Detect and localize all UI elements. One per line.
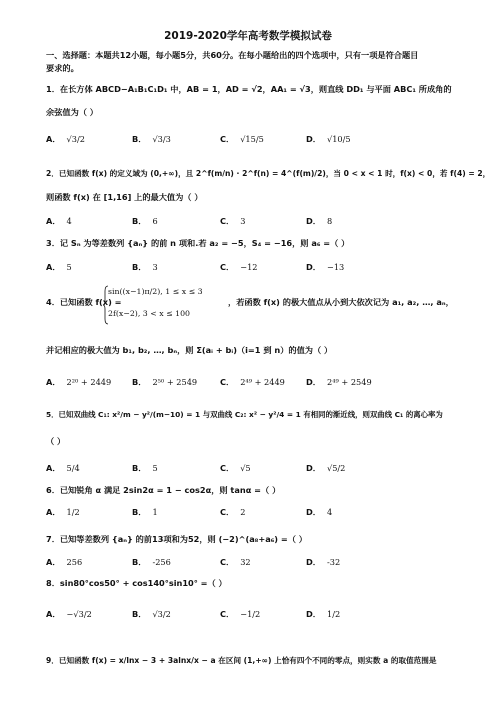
section-heading: 一、选择题：本题共12小题，每小题5分，共60分。在每小题给出的四个选项中，只有一项是符合题目 [46, 50, 419, 60]
option-a[interactable]: A． −√3/2 [46, 609, 92, 619]
option-a[interactable]: A． √3/2 [46, 134, 85, 144]
option-d[interactable]: D． 2⁴⁹ + 2549 [306, 377, 372, 387]
option-c[interactable]: C． 3 [220, 216, 246, 226]
question-9-text: 9．已知函数 f(x) = x/lnx − 3 + 3alnx/x − a 在区间 (1,+∞) 上恰有四个不同的零点，则实数 a 的取值范围是 [46, 656, 437, 665]
option-b[interactable]: B． √3/2 [132, 609, 171, 619]
option-d[interactable]: D． 8 [306, 216, 333, 226]
option-b[interactable]: B． 6 [132, 216, 158, 226]
question-4-prefix: 4．已知函数 f(x) = [46, 297, 122, 307]
option-c[interactable]: C． −1/2 [220, 609, 261, 619]
question-6-text: 6．已知锐角 α 满足 2sin2α = 1 − cos2α，则 tanα =（ ） [46, 485, 281, 495]
option-c[interactable]: C． √5 [220, 463, 251, 473]
option-a[interactable]: A． 256 [46, 557, 83, 567]
question-4-text-cont: 并记相应的极大值为 b₁, b₂, …, bₙ，则 Σ(aᵢ + bᵢ)（i=1 到 n）的值为（ ） [46, 345, 333, 355]
option-b[interactable]: B． √3/3 [132, 134, 171, 144]
option-d[interactable]: D． 1/2 [306, 609, 341, 619]
question-3-text: 3．记 Sₙ 为等差数列 {aₙ} 的前 n 项和.若 a₂ = −5，S₄ = −16，则 a₆ =（ ） [46, 238, 350, 248]
piecewise-case-2: 2f(x−2), 3 < x ≤ 100 [108, 309, 190, 318]
option-b[interactable]: B． 2⁵⁰ + 2549 [132, 377, 198, 387]
option-c[interactable]: C． 2⁴⁹ + 2449 [220, 377, 285, 387]
option-d[interactable]: D． 4 [306, 507, 333, 517]
option-d[interactable]: D． -32 [306, 557, 341, 567]
option-a[interactable]: A． 4 [46, 216, 72, 226]
piecewise-case-1: sin((x−1)π/2), 1 ≤ x ≤ 3 [108, 287, 203, 296]
question-7-text: 7．已知等差数列 {aₙ} 的前13项和为52，则 (−2)^(a₈+a₆) =（ ） [46, 534, 307, 544]
question-5-text-cont: （ ） [46, 436, 66, 446]
option-b[interactable]: B． 1 [132, 507, 158, 517]
section-heading-cont: 要求的。 [46, 63, 79, 73]
question-1-text: 1．在长方体 ABCD−A₁B₁C₁D₁ 中，AB = 1，AD = √2，AA₁ = √3，则直线 DD₁ 与平面 ABC₁ 所成角的 [46, 84, 452, 94]
page-title: 2019-2020学年高考数学模拟试卷 [164, 30, 332, 42]
option-b[interactable]: B． 5 [132, 463, 158, 473]
option-a[interactable]: A． 5 [46, 262, 72, 272]
question-8-text: 8．sin80°cos50° + cos140°sin10° =（ ） [46, 578, 227, 588]
option-c[interactable]: C． −12 [220, 262, 258, 272]
option-c[interactable]: C． 2 [220, 507, 246, 517]
question-4-suffix: ，若函数 f(x) 的极大值点从小到大依次记为 a₁, a₂, …, aₙ， [228, 297, 454, 307]
question-2-text-cont: 则函数 f(x) 在 [1,16] 上的最大值为（ ） [46, 192, 203, 202]
option-a[interactable]: A． 5/4 [46, 463, 80, 473]
question-5-text: 5．已知双曲线 C₁: x²/m − y²/(m−10) = 1 与双曲线 C₂: x² − y²/4 = 1 有相同的渐近线，则双曲线 C₁ 的离心率为 [46, 410, 443, 419]
option-a[interactable]: A． 1/2 [46, 507, 80, 517]
option-d[interactable]: D． √5/2 [306, 463, 346, 473]
question-2-text: 2．已知函数 f(x) 的定义域为 (0,+∞)，且 2^f(m/n) · 2^f(n) = 4^(f(m)/2)，当 0 < x < 1 时，f(x) < 0，若 f(4) = 2， [46, 169, 491, 178]
option-d[interactable]: D． √10/5 [306, 134, 351, 144]
option-c[interactable]: C． 32 [220, 557, 251, 567]
option-c[interactable]: C． √15/5 [220, 134, 264, 144]
option-d[interactable]: D． −13 [306, 262, 345, 272]
question-1-text-cont: 余弦值为（ ） [46, 107, 98, 117]
option-b[interactable]: B． 3 [132, 262, 158, 272]
option-b[interactable]: B． -256 [132, 557, 171, 567]
option-a[interactable]: A． 2²⁰ + 2449 [46, 377, 112, 387]
